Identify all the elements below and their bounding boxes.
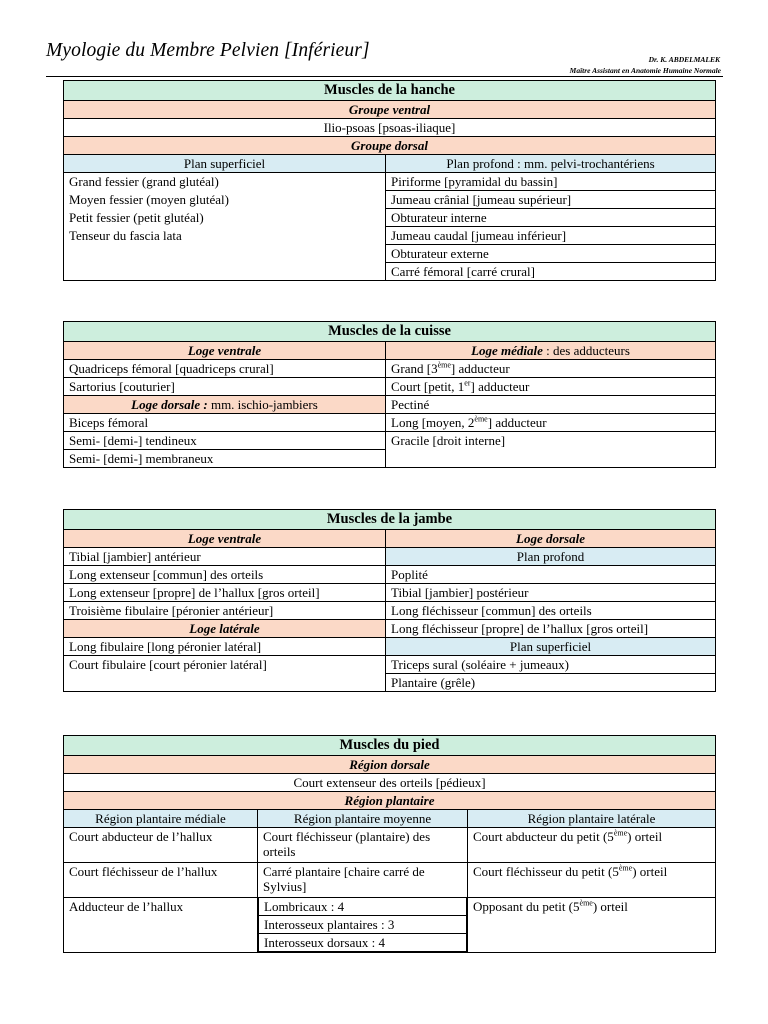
- table-cell: Court fléchisseur du petit (5ème) orteil: [468, 863, 716, 898]
- table-cell: Carré fémoral [carré crural]: [386, 263, 716, 281]
- table-cell: Sartorius [couturier]: [64, 378, 386, 396]
- table-cell: Plantaire (grêle): [386, 674, 716, 692]
- table-cell: Troisième fibulaire [péronier antérieur]: [64, 602, 386, 620]
- pied-dorsal-item: Court extenseur des orteils [pédieux]: [64, 774, 716, 792]
- table-cell: Long extenseur [commun] des orteils: [64, 566, 386, 584]
- jambe-title: Muscles de la jambe: [64, 510, 716, 530]
- table-cell: Interosseux plantaires : 3: [259, 916, 467, 934]
- table-cell: Poplité: [386, 566, 716, 584]
- cuisse-loge-mediale-label: Loge médiale: [471, 343, 543, 358]
- table-cell: Moyen fessier (moyen glutéal): [64, 191, 386, 209]
- table-cell: Adducteur de l’hallux: [64, 898, 258, 953]
- hanche-plan-superficiel: Plan superficiel: [64, 155, 386, 173]
- table-cuisse: [63, 321, 716, 468]
- table-cell: Quadriceps fémoral [quadriceps crural]: [64, 360, 386, 378]
- jambe-plan-profond: Plan profond: [386, 548, 716, 566]
- cuisse-loge-mediale: [386, 342, 716, 360]
- hanche-groupe-ventral: Groupe ventral: [64, 101, 716, 119]
- table-cell: Court fibulaire [court péronier latéral]: [64, 656, 386, 674]
- table-jambe: [63, 509, 716, 692]
- table-cell: Long fibulaire [long péronier latéral]: [64, 638, 386, 656]
- jambe-loge-laterale: Loge latérale: [64, 620, 386, 638]
- hanche-plan-profond: Plan profond : mm. pelvi-trochantériens: [386, 155, 716, 173]
- table-cell: Triceps sural (soléaire + jumeaux): [386, 656, 716, 674]
- table-cell: Jumeau crânial [jumeau supérieur]: [386, 191, 716, 209]
- table-cell: Semi- [demi-] membraneux: [64, 450, 386, 468]
- pied-moyenne-group: [258, 898, 468, 953]
- table-cell-empty: [64, 263, 386, 281]
- cuisse-loge-ventrale: Loge ventrale: [64, 342, 386, 360]
- table-hanche: [63, 80, 716, 281]
- table-cell: Court fléchisseur (plantaire) des orteils: [258, 828, 468, 863]
- pied-title: Muscles du pied: [64, 736, 716, 756]
- author-name: Dr. K. ABDELMALEK: [648, 55, 720, 64]
- table-cell: Long fléchisseur [propre] de l’hallux [gros orteil]: [386, 620, 716, 638]
- table-cell-empty: [386, 450, 716, 468]
- table-cell: Jumeau caudal [jumeau inférieur]: [386, 227, 716, 245]
- table-cell: Long fléchisseur [commun] des orteils: [386, 602, 716, 620]
- table-cell: Interosseux dorsaux : 4: [259, 934, 467, 952]
- page-title: Myologie du Membre Pelvien [Inférieur]: [46, 40, 370, 61]
- table-cell: Piriforme [pyramidal du bassin]: [386, 173, 716, 191]
- hanche-title: Muscles de la hanche: [64, 81, 716, 101]
- table-cell: Court [petit, 1er] adducteur: [386, 378, 716, 396]
- table-pied: [63, 735, 716, 953]
- table-cell: Opposant du petit (5ème) orteil: [468, 898, 716, 953]
- table-cell-empty: [64, 245, 386, 263]
- table-cell: Biceps fémoral: [64, 414, 386, 432]
- jambe-loge-ventrale: Loge ventrale: [64, 530, 386, 548]
- table-cell: Long extenseur [propre] de l’hallux [gros orteil]: [64, 584, 386, 602]
- table-cell: Petit fessier (petit glutéal): [64, 209, 386, 227]
- table-cell: Semi- [demi-] tendineux: [64, 432, 386, 450]
- header-divider: [46, 76, 723, 77]
- hanche-ventral-item: Ilio-psoas [psoas-iliaque]: [64, 119, 716, 137]
- cuisse-title: Muscles de la cuisse: [64, 322, 716, 342]
- table-cell: Tenseur du fascia lata: [64, 227, 386, 245]
- table-cell: Lombricaux : 4: [259, 898, 467, 916]
- table-cell: Obturateur externe: [386, 245, 716, 263]
- author-role: Maître Assistant en Anatomie Humaine Normale: [569, 66, 721, 75]
- table-cell: Court abducteur du petit (5ème) orteil: [468, 828, 716, 863]
- jambe-plan-superficiel: Plan superficiel: [386, 638, 716, 656]
- cuisse-loge-mediale-suffix: : des adducteurs: [542, 343, 630, 358]
- pied-col-mediale: Région plantaire médiale: [64, 810, 258, 828]
- table-cell: Pectiné: [386, 396, 716, 414]
- cuisse-loge-dorsale: [64, 396, 386, 414]
- pied-col-moyenne: Région plantaire moyenne: [258, 810, 468, 828]
- cuisse-loge-dorsale-label: Loge dorsale :: [131, 397, 208, 412]
- table-cell: Court fléchisseur de l’hallux: [64, 863, 258, 898]
- pied-region-plantaire: Région plantaire: [64, 792, 716, 810]
- table-cell: Tibial [jambier] postérieur: [386, 584, 716, 602]
- cuisse-loge-dorsale-suffix: mm. ischio-jambiers: [207, 397, 318, 412]
- jambe-loge-dorsale: Loge dorsale: [386, 530, 716, 548]
- table-cell: Long [moyen, 2ème] adducteur: [386, 414, 716, 432]
- hanche-groupe-dorsal: Groupe dorsal: [64, 137, 716, 155]
- table-cell: Obturateur interne: [386, 209, 716, 227]
- table-cell: Grand [3ème] adducteur: [386, 360, 716, 378]
- table-cell-empty: [64, 674, 386, 692]
- table-cell: Carré plantaire [chaire carré de Sylvius]: [258, 863, 468, 898]
- pied-region-dorsale: Région dorsale: [64, 756, 716, 774]
- pied-col-laterale: Région plantaire latérale: [468, 810, 716, 828]
- table-cell: Tibial [jambier] antérieur: [64, 548, 386, 566]
- table-cell: Gracile [droit interne]: [386, 432, 716, 450]
- table-cell: Grand fessier (grand glutéal): [64, 173, 386, 191]
- table-cell: Court abducteur de l’hallux: [64, 828, 258, 863]
